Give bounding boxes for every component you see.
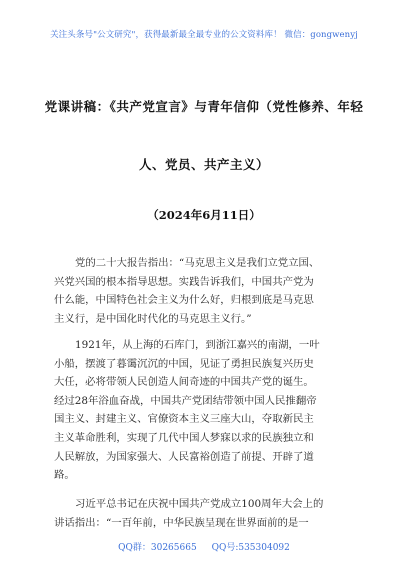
paragraph-line: 讲话指出：“一百年前，中华民族呈现在世界面前的是一 bbox=[54, 516, 309, 529]
paragraph-line: 经过28年浴血奋战，中国共产党团结带领中国人民推翻帝 bbox=[54, 394, 317, 407]
paragraph-2 bbox=[54, 336, 354, 485]
paragraph-3 bbox=[54, 495, 354, 532]
footer-qq-number: QQ号:535304092 bbox=[211, 543, 290, 553]
document-title-line-1: 党课讲稿：《共产党宣言》与青年信仰（党性修养、年轻 bbox=[44, 99, 364, 114]
paragraph-line: 路。 bbox=[54, 469, 75, 482]
header-promo-note: 关注头条号"公文研究"，获得最新最全最专业的公文资料库！ 微信：gongwenyj bbox=[50, 30, 358, 40]
paragraph-line: 兴党兴国的根本指导思想。实践告诉我们，中国共产党为 bbox=[54, 275, 314, 288]
paragraph-line: 党的二十大报告指出：“马克思主义是我们立党立国、 bbox=[75, 257, 320, 269]
paragraph-line: 人民解放，为国家强大、人民富裕创造了前提、开辟了道 bbox=[54, 450, 314, 463]
paragraph-line: 小船，摆渡了暮霭沉沉的中国，见证了勇担民族复兴历史 bbox=[54, 357, 314, 370]
paragraph-line: 习近平总书记在庆祝中国共产党成立100周年大会上的 bbox=[75, 498, 324, 510]
footer-contact bbox=[0, 540, 408, 553]
paragraph-line: 什么能，中国特色社会主义为什么好，归根到底是马克思 bbox=[54, 294, 314, 307]
document-date: （2024年6月11日） bbox=[147, 208, 261, 222]
paragraph-line: 主义行，是中国化时代化的马克思主义行。” bbox=[54, 312, 252, 325]
paragraph-line: 主义革命胜利，实现了几代中国人梦寐以求的民族独立和 bbox=[54, 431, 314, 444]
paragraph-line: 1921年，从上海的石库门，到浙江嘉兴的南湖，一叶 bbox=[75, 339, 320, 351]
document-title-line-2: 人、党员、共产主义） bbox=[138, 157, 269, 172]
paragraph-1 bbox=[54, 254, 354, 328]
paragraph-line: 国主义、封建主义、官僚资本主义三座大山，夺取新民主 bbox=[54, 413, 314, 426]
footer-qq-group: QQ群：30265665 bbox=[118, 543, 197, 553]
paragraph-line: 大任，必将带领人民创造人间奇迹的中国共产党的诞生。 bbox=[54, 376, 314, 389]
